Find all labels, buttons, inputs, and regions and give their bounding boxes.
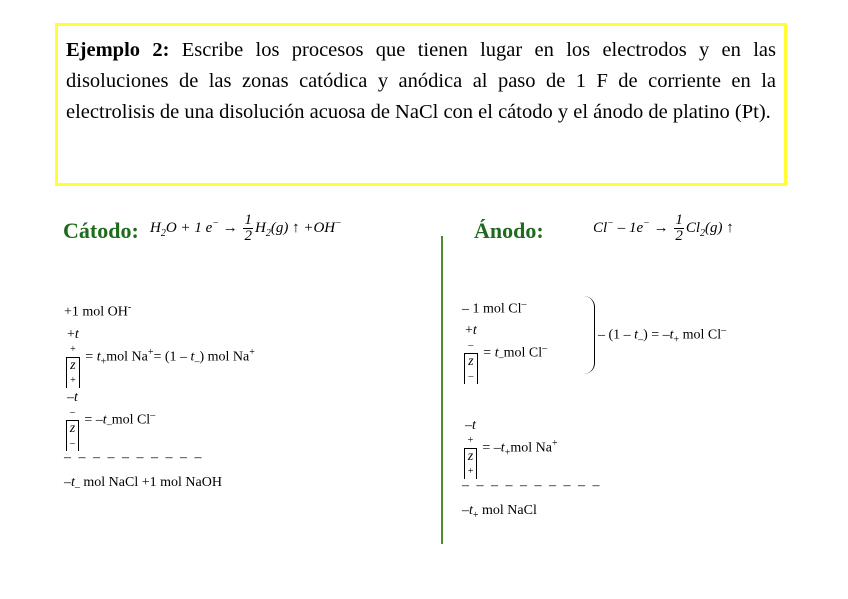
cathode-line-1: +1 mol OH- [64, 302, 132, 320]
anode-brace [584, 296, 595, 374]
anode-line-2: +t – z – = $t_-mol$ Cl– [465, 323, 548, 382]
divider-line [441, 236, 443, 544]
anode-line-3: –t + z + = $-t_+mol$ Na+ [465, 418, 558, 477]
example-box [55, 23, 787, 186]
example-text: Escribe los procesos que tienen lugar en los electrodos y en las disoluciones de las zonas catódica y anódica al paso de 1 F de corriente en la electrolisis de una disolución acuosa de NaCl con el cátodo y el ánodo de platino (Pt). [66, 39, 776, 123]
cathode-dashes: – – – – – – – – – – [64, 450, 204, 465]
anode-line-1: – 1 mol Cl– [462, 299, 527, 317]
cathode-equation: $H_2O + 1$ e− → $\frac{1}{2}$ $H_2(g)$ ↑ +OH− [150, 212, 342, 244]
anode-line-total: $-t_+$ mol NaCl [462, 503, 537, 521]
cathode-title: Cátodo: [63, 218, 139, 243]
anode-title: Ánodo: [474, 218, 544, 243]
example-label: Ejemplo 2: [66, 39, 170, 61]
cathode-line-2: +t + z + = $t_+mol$ $Na^+= (1 - t_-)$ mol Na+ [67, 327, 255, 386]
cathode-line-4: $-t_-$ mol NaCl +1 mol NaOH [64, 475, 222, 493]
anode-brace-result: – $(1 - t_-) = -t_+$ mol Cl– [598, 325, 727, 346]
anode-dashes: – – – – – – – – – – [462, 478, 602, 493]
anode-equation: Cl− – 1e− → $\frac{1}{2}$ $Cl_2(g)$ ↑ [593, 212, 734, 244]
cathode-line-3: –t – z – = $-t_-mol$ Cl– [67, 390, 156, 449]
